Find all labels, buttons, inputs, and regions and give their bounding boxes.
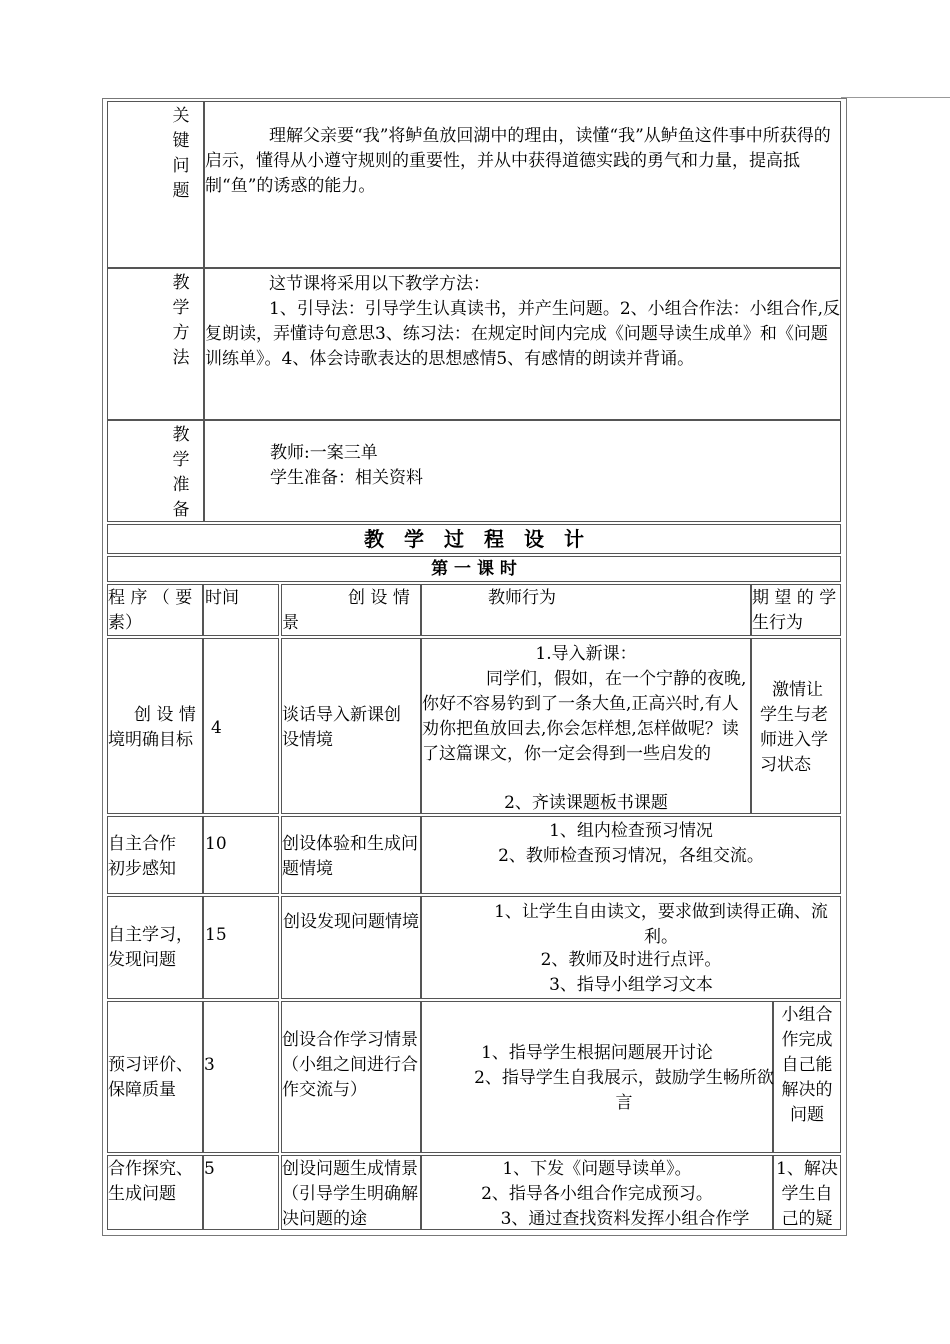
- step-text: 创 设 情境明确目标: [108, 705, 196, 750]
- scene-text: 创设体验和生成问题情境: [282, 834, 418, 879]
- method-intro: 这节课将采用以下教学方法：: [269, 274, 490, 294]
- student-text: 1、解决学生自己的疑: [776, 1159, 838, 1229]
- method-label: [169, 271, 193, 371]
- label-char: 教: [172, 425, 190, 445]
- teacher-text-line: 1、指导学生根据问题展开讨论: [481, 1043, 713, 1063]
- teacher-text-line: 同学们，假如，在一个宁静的夜晚,你好不容易钓到了一条大鱼,正高兴时,有人劝你把鱼放回去,你会怎样想,怎样做呢？读了这篇课文，你一定会得到一些启发的: [422, 669, 747, 764]
- header-step: 程 序 （ 要素）: [108, 588, 193, 633]
- right-edge-line: [841, 97, 950, 98]
- label-char: 准: [172, 475, 190, 495]
- label-char: 学: [172, 450, 190, 470]
- student-text: 激情让学生与老师进入学习状态: [760, 680, 828, 775]
- teacher-text-line: 3、通过查找资料发挥小组合作学: [500, 1209, 750, 1229]
- time-text: 3: [204, 1055, 215, 1075]
- label-char: 问: [172, 156, 190, 176]
- prep-student: 学生准备：相关资料: [270, 468, 423, 488]
- teacher-text-line: 2、齐读课题板书课题: [504, 793, 668, 813]
- step-text: 自主合作初步感知: [108, 834, 176, 879]
- scene-text: 创设合作学习情景（小组之间进行合作交流与）: [282, 1030, 418, 1100]
- label-char: 题: [172, 181, 190, 201]
- teacher-text-line: 2、教师及时进行点评。: [540, 950, 722, 970]
- header-scene: 创 设 情景: [282, 588, 410, 633]
- teacher-text-line: 2、教师检查预习情况，各组交流。: [498, 846, 764, 866]
- teacher-text-line: 1、组内检查预习情况: [549, 821, 713, 841]
- teacher-text-line: 1、下发《问题导读单》。: [502, 1159, 692, 1179]
- step-text: 预习评价、保障质量: [108, 1055, 193, 1100]
- label-char: 备: [172, 500, 190, 520]
- label-char: 键: [172, 131, 190, 151]
- header-teacher: 教师行为: [488, 588, 556, 608]
- step-text: 自主学习，发现问题: [108, 925, 193, 970]
- label-char: 学: [172, 298, 190, 318]
- time-text: 5: [204, 1159, 215, 1179]
- header-time: 时间: [205, 588, 239, 608]
- teacher-text-line: 1、让学生自由读文，要求做到读得正确、流利。: [494, 902, 828, 947]
- header-student: 期 望 的 学生行为: [752, 588, 837, 633]
- time-text: 4: [211, 718, 222, 738]
- time-text: 10: [205, 834, 227, 854]
- scene-clip: [282, 1157, 420, 1229]
- lesson-title: 第 一 课 时: [431, 559, 517, 579]
- label-char: 法: [172, 348, 190, 368]
- label-char: 教: [172, 273, 190, 293]
- label-char: 方: [172, 323, 190, 343]
- label-char: 关: [172, 106, 190, 126]
- method-detail: 1、引导法：引导学生认真读书，并产生问题。2、小组合作法：小组合作,反复朗读，弄懂诗句意思3、练习法：在规定时间内完成《问题导读生成单》和《问题训练单》。4、体会诗歌表达的思想感情5、有感情的朗读并背诵。: [205, 299, 841, 369]
- process-title: 教 学 过 程 设 计: [364, 527, 584, 551]
- step-text: 合作探究、生成问题: [108, 1159, 193, 1204]
- student-clip: [774, 1157, 840, 1229]
- scene-text: 创设发现问题情境: [283, 912, 419, 932]
- scene-text: 创设问题生成情景（引导学生明确解决问题的途: [282, 1159, 418, 1229]
- key-question-text: 理解父亲要“我”将鲈鱼放回湖中的理由，读懂“我”从鲈鱼这件事中所获得的启示，懂得从小遵守规则的重要性，并从中获得道德实践的勇气和力量，提高抵制“鱼”的诱惑的能力。: [205, 126, 831, 196]
- student-text: 小组合作完成自己能解决的问题: [781, 1005, 833, 1125]
- teacher-text-line: 2、指导各小组合作完成预习。: [481, 1184, 713, 1204]
- teacher-text-line: 3、指导小组学习文本: [549, 975, 713, 995]
- time-text: 15: [205, 925, 227, 945]
- prep-teacher: 教师:一案三单: [270, 443, 378, 463]
- key-question-label: [169, 104, 193, 204]
- teacher-text-line: 1.导入新课：: [535, 644, 637, 664]
- scene-text: 谈话导入新课创设情境: [282, 705, 401, 750]
- teacher-text-line: 2、指导学生自我展示，鼓励学生畅所欲言: [474, 1068, 774, 1113]
- prep-label: [169, 423, 193, 523]
